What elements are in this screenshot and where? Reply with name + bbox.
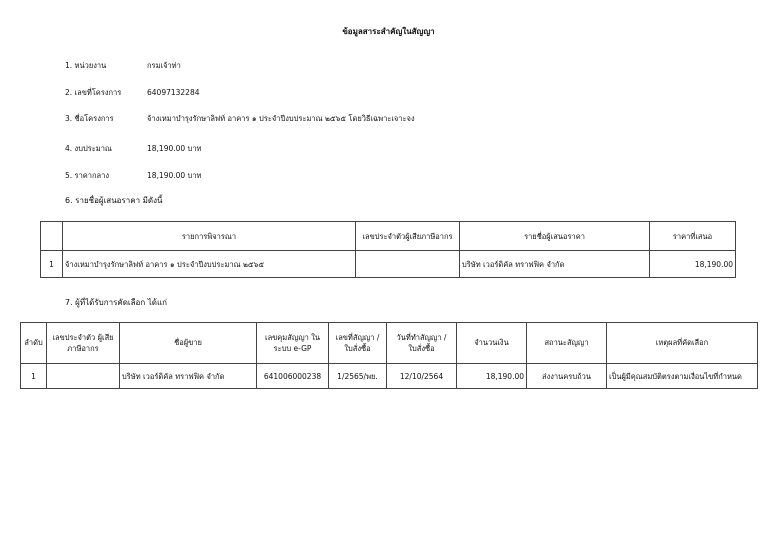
column-header: เหตุผลที่คัดเลือก: [607, 323, 758, 364]
table-cell: บริษัท เวอร์ดิคัล ทราฟฟิค จำกัด: [120, 364, 257, 389]
table-cell: 1/2565/พย.: [329, 364, 387, 389]
table-cell: [356, 251, 460, 278]
table-cell: 1: [41, 251, 63, 278]
table-row: [41, 251, 736, 278]
column-header: ราคาที่เสนอ: [650, 222, 736, 251]
column-header: เลขคุมสัญญา ในระบบ e-GP: [257, 323, 329, 364]
winners-section-label: 7. ผู้ที่ได้รับการคัดเลือก ได้แก่: [65, 298, 167, 307]
table-cell: [47, 364, 120, 389]
column-header: เลขที่สัญญา / ใบสั่งซื้อ: [329, 323, 387, 364]
table-cell: เป็นผู้มีคุณสมบัติตรงตามเงื่อนไขที่กำหนด: [607, 364, 758, 389]
winners-table: [20, 322, 758, 389]
column-header: ชื่อผู้ขาย: [120, 323, 257, 364]
info-value: กรมเจ้าท่า: [147, 61, 181, 70]
info-budget: [65, 144, 201, 153]
table-cell: จ้างเหมาบำรุงรักษาลิฟท์ อาคาร ๑ ประจำปีงบประมาณ ๒๕๖๕: [63, 251, 356, 278]
info-value: 18,190.00 บาท: [147, 144, 202, 153]
bidders-section-label: 6. รายชื่อผู้เสนอราคา มีดังนี้: [65, 196, 163, 205]
table-row: [21, 364, 758, 389]
table-cell: 1: [21, 364, 47, 389]
info-median-price: [65, 171, 201, 180]
info-project-number: [65, 88, 200, 97]
info-agency: [65, 61, 181, 70]
page-title: ข้อมูลสาระสำคัญในสัญญา: [342, 27, 435, 36]
column-header: สถานะสัญญา: [527, 323, 607, 364]
column-header: เลขประจำตัวผู้เสียภาษีอากร: [356, 222, 460, 251]
column-header: รายการพิจารณา: [63, 222, 356, 251]
info-value: 64097132284: [147, 88, 200, 97]
info-value: จ้างเหมาบำรุงรักษาลิฟท์ อาคาร ๑ ประจำปีงบประมาณ ๒๕๖๕ โดยวิธีเฉพาะเจาะจง: [147, 114, 415, 123]
column-header: เลขประจำตัว ผู้เสียภาษีอากร: [47, 323, 120, 364]
bidders-table: [40, 221, 736, 278]
table-cell: 18,190.00: [650, 251, 736, 278]
table-cell: บริษัท เวอร์ดิคัล ทราฟฟิค จำกัด: [460, 251, 650, 278]
info-label: 5. ราคากลาง: [65, 171, 110, 180]
column-header: วันที่ทำสัญญา / ใบสั่งซื้อ: [387, 323, 457, 364]
column-header: จำนวนเงิน: [457, 323, 527, 364]
info-label: 1. หน่วยงาน: [65, 61, 107, 70]
column-header: ลำดับ: [21, 323, 47, 364]
column-header: รายชื่อผู้เสนอราคา: [460, 222, 650, 251]
table-header-row: [21, 323, 758, 364]
info-label: 2. เลขที่โครงการ: [65, 88, 122, 97]
info-project-name: [65, 114, 415, 123]
table-cell: ส่งงานครบถ้วน: [527, 364, 607, 389]
table-cell: 12/10/2564: [387, 364, 457, 389]
table-header-row: [41, 222, 736, 251]
table-cell: 18,190.00: [457, 364, 527, 389]
info-label: 3. ชื่อโครงการ: [65, 114, 114, 123]
column-header: [41, 222, 63, 251]
table-cell: 641006000238: [257, 364, 329, 389]
info-label: 4. งบประมาณ: [65, 144, 112, 153]
info-value: 18,190.00 บาท: [147, 171, 202, 180]
